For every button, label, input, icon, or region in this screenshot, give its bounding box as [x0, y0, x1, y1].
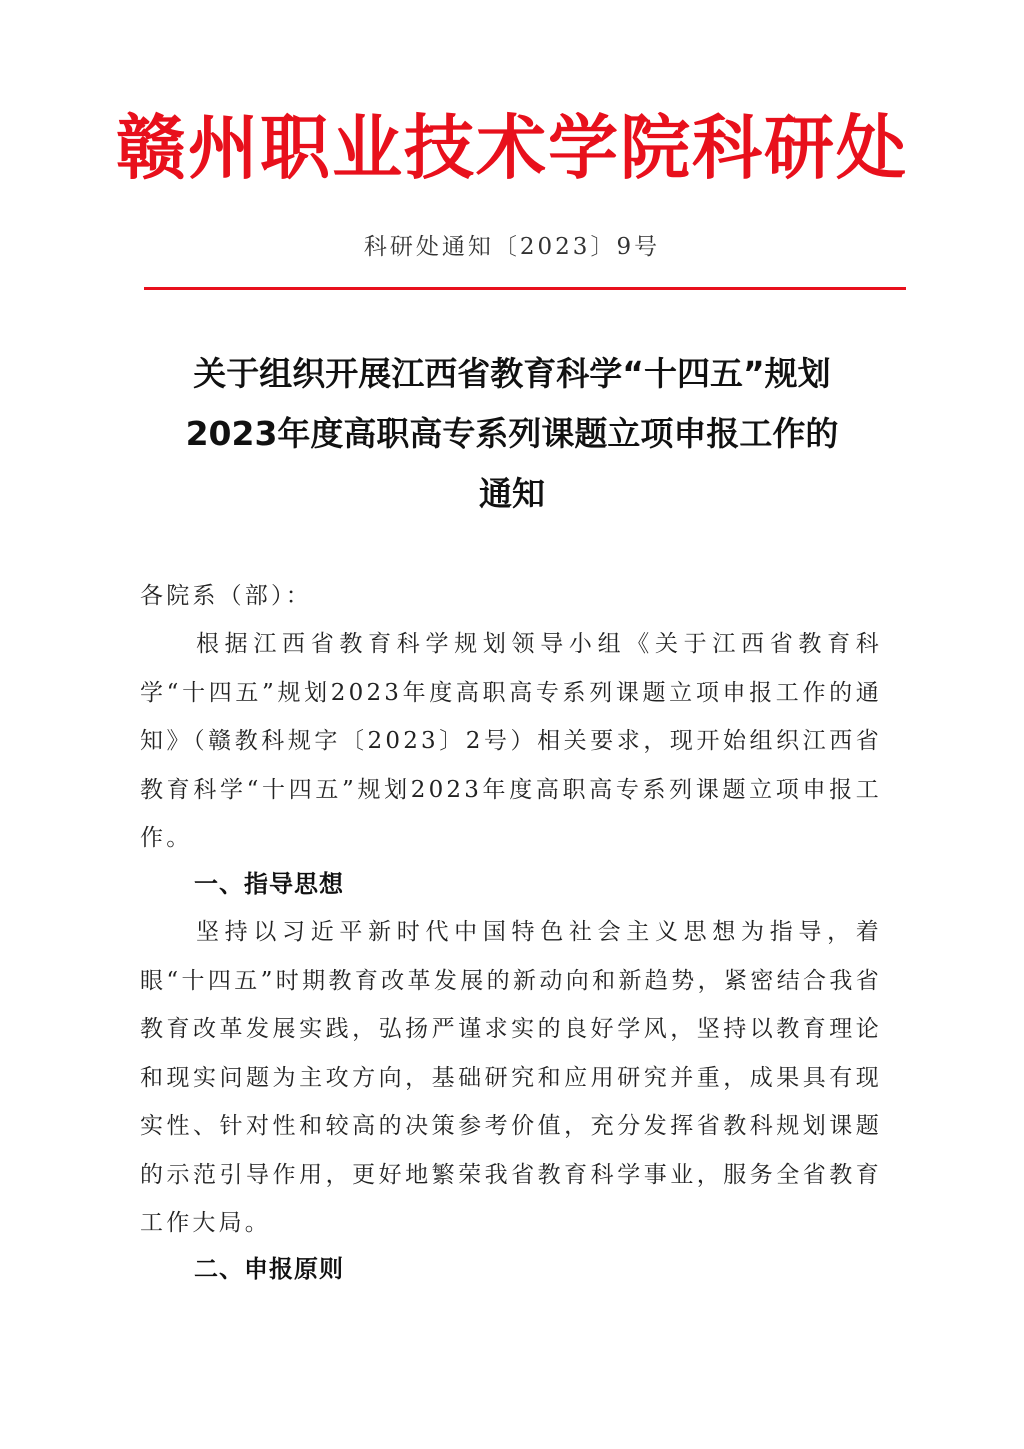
notice-title-line-3: 通知 [479, 474, 545, 513]
document-number: 科研处通知〔2023〕9号 [363, 234, 661, 260]
section-heading-guiding-ideology: 一、指导思想 [194, 870, 344, 898]
notice-title [120, 344, 904, 524]
salutation: 各院系（部）： [140, 583, 312, 609]
section-heading-application-principles: 二、申报原则 [194, 1255, 344, 1283]
notice-title-line-2: 2023年度高职高专系列课题立项申报工作的 [185, 414, 839, 453]
guiding-ideology-paragraph: 坚持以习近平新时代中国特色社会主义思想为指导，着眼“十四五”时期教育改革发展的新动向和新趋势，紧密结合我省教育改革发展实践，弘扬严谨求实的良好学风，坚持以教育理论和现实问题为主攻方向，基础研究和应用研究并重，成果具有现实性、针对性和较高的决策参考价值，充分发挥省教科规划课题的示范引导作用，更好地繁荣我省教育科学事业，服务全省教育工作大局。 [140, 919, 882, 1236]
notice-title-line-1: 关于组织开展江西省教育科学“十四五”规划 [193, 354, 831, 393]
red-divider-line [144, 287, 906, 290]
issuing-organization-header: 赣州职业技术学院科研处 [116, 106, 908, 189]
intro-paragraph: 根据江西省教育科学规划领导小组《关于江西省教育科学“十四五”规划2023年度高职高专系列课题立项申报工作的通知》（赣教科规字〔2023〕2号）相关要求，现开始组织江西省教育科学“十四五”规划2023年度高职高专系列课题立项申报工作。 [140, 631, 882, 851]
